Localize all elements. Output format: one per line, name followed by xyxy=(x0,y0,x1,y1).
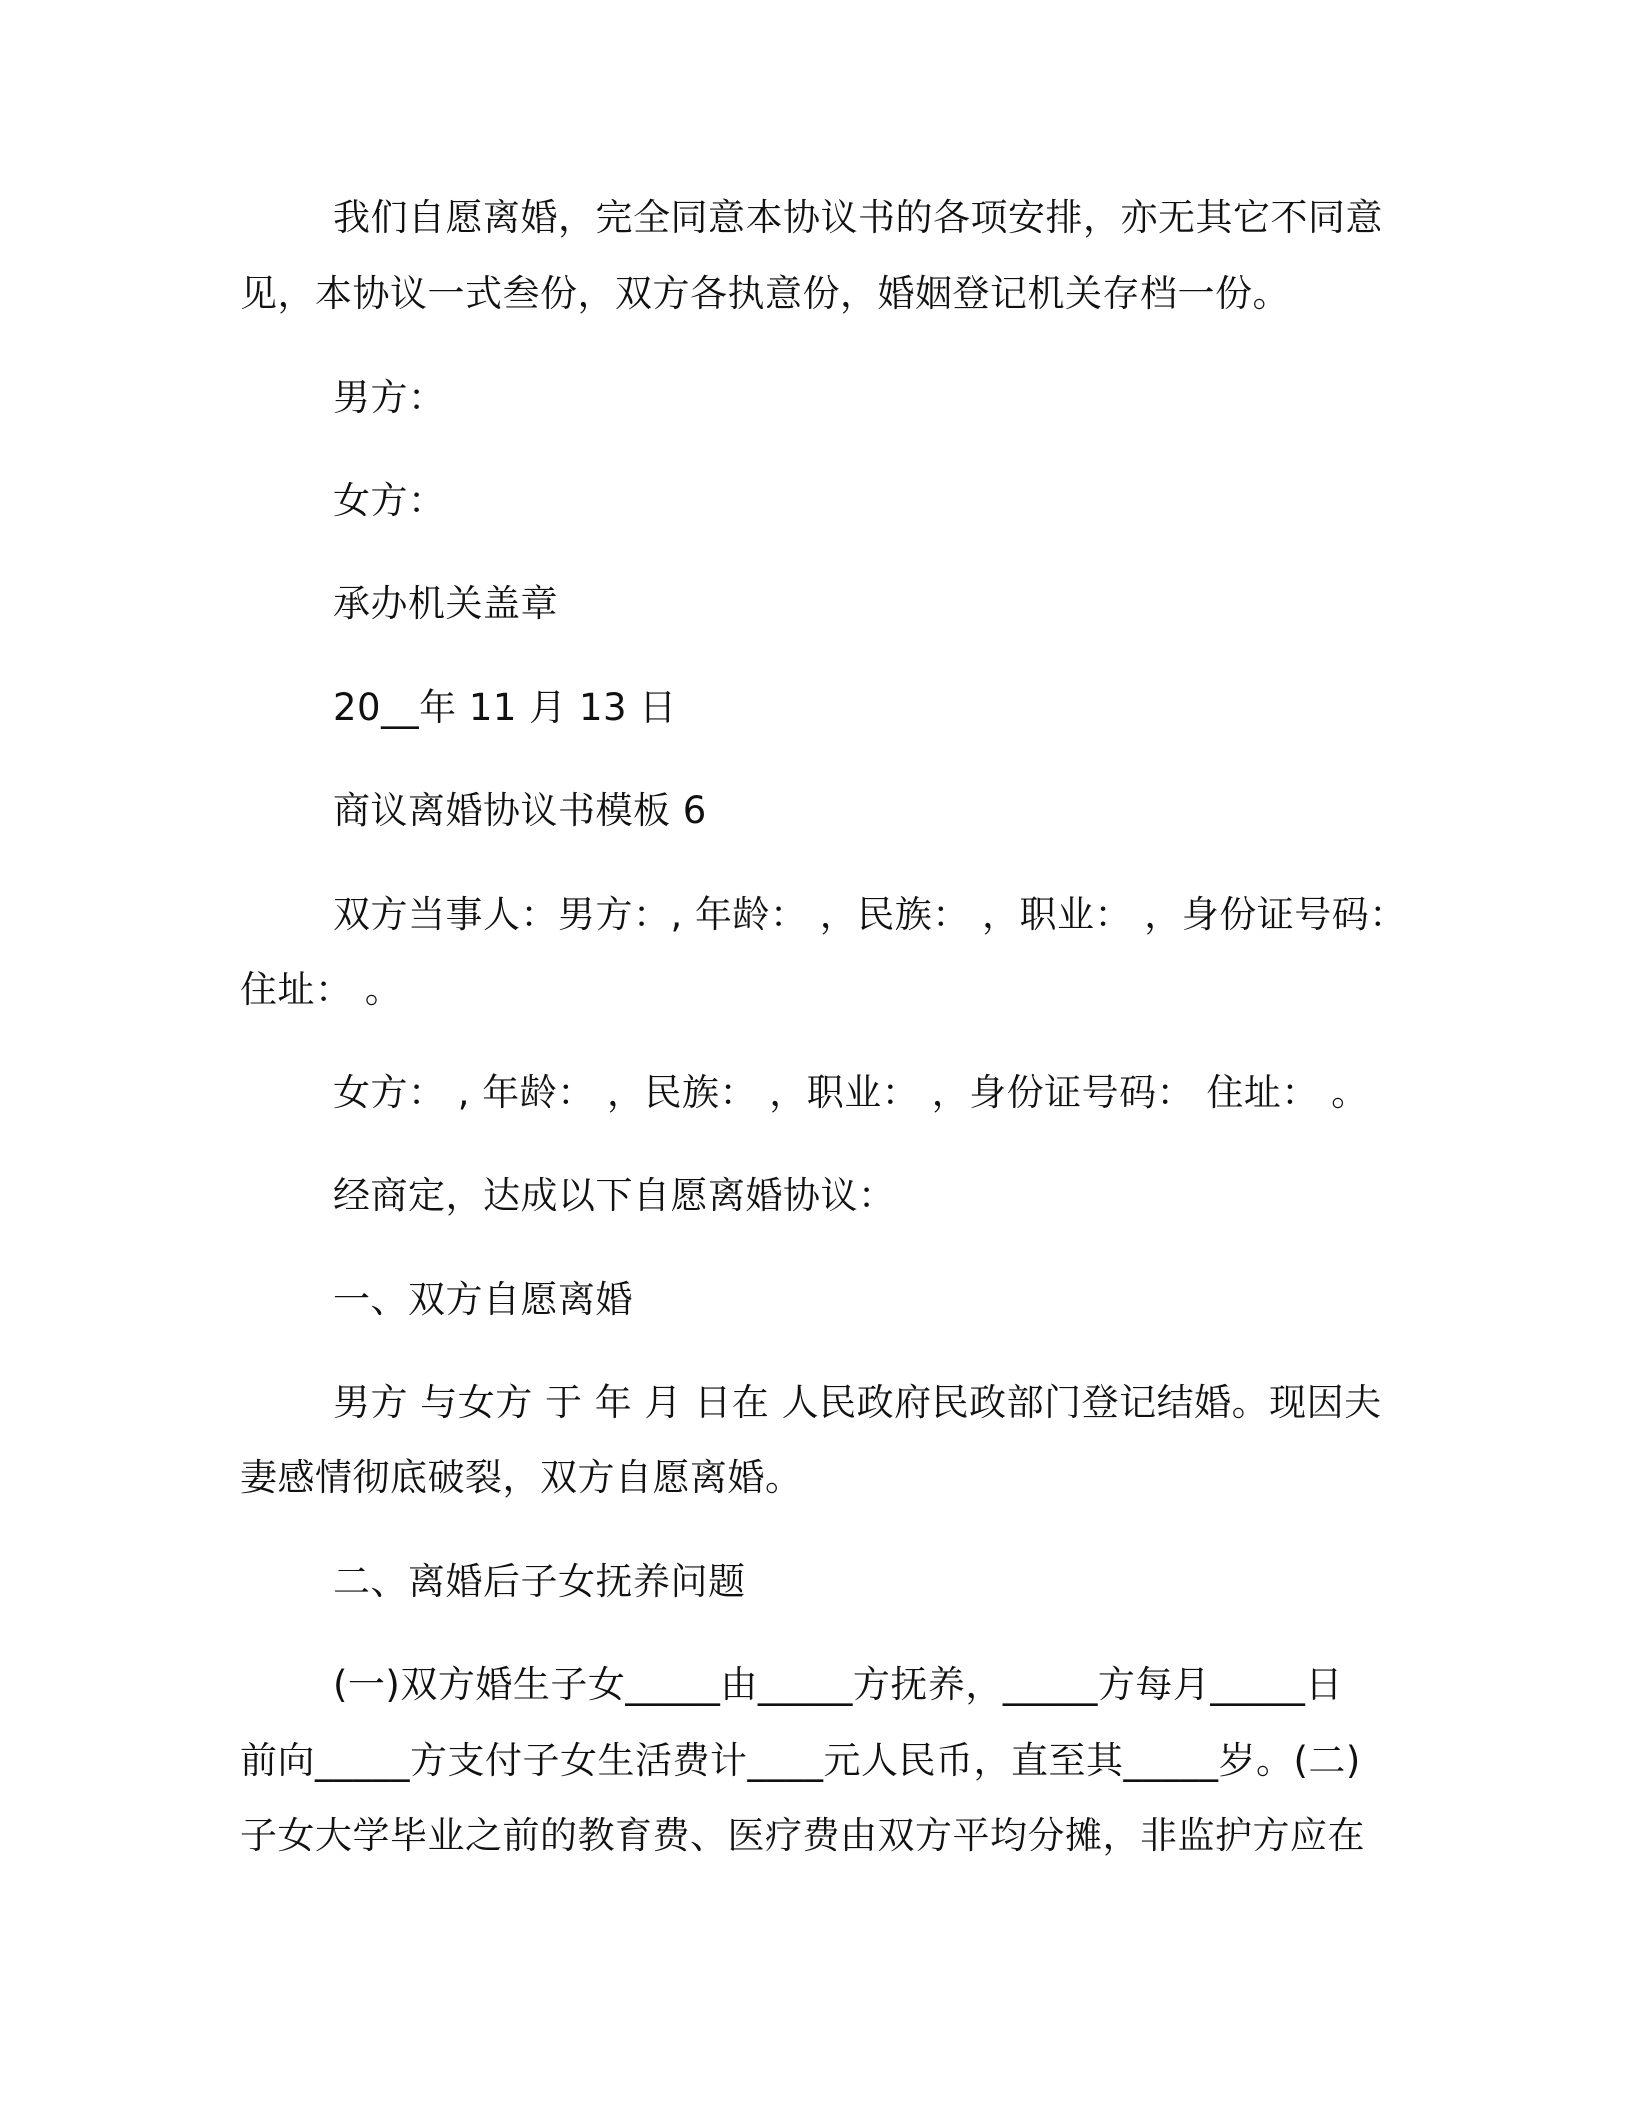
custody-clause-line-3: 子女大学毕业之前的教育费、医疗费由双方平均分摊，非监护方应在 xyxy=(240,1814,1365,1857)
custody-clause-line-1: (一)双方婚生子女_____由_____方抚养，_____方每月_____日 xyxy=(333,1663,1343,1706)
parties-male-line-1: 双方当事人：男方：, 年龄： ，民族： ，职业： ，身份证号码： xyxy=(333,893,1407,936)
signature-female: 女方： xyxy=(333,479,446,522)
parties-male-line-2: 住址： 。 xyxy=(240,968,403,1011)
paragraph-agreement-line-1: 我们自愿离婚，完全同意本协议书的各项安排，亦无其它不同意 xyxy=(333,196,1383,239)
marriage-record-line-1: 男方 与女方 于 年 月 日在 人民政府民政部门登记结婚。现因夫 xyxy=(333,1381,1382,1424)
signature-male: 男方： xyxy=(333,376,446,419)
agreement-intro: 经商定，达成以下自愿离婚协议： xyxy=(333,1174,896,1217)
heading-voluntary-divorce: 一、双方自愿离婚 xyxy=(333,1278,633,1321)
section-title: 商议离婚协议书模板 6 xyxy=(333,789,707,832)
date-line: 20__年 11 月 13 日 xyxy=(333,686,677,729)
parties-female-line: 女方： , 年龄： ，民族： ，职业： ，身份证号码： 住址： 。 xyxy=(333,1071,1369,1114)
custody-clause-line-2: 前向_____方支付子女生活费计____元人民币，直至其_____岁。(二) xyxy=(240,1739,1361,1782)
marriage-record-line-2: 妻感情彻底破裂，双方自愿离婚。 xyxy=(240,1456,803,1499)
heading-child-custody: 二、离婚后子女抚养问题 xyxy=(333,1560,746,1603)
paragraph-agreement-line-2: 见，本协议一式叁份，双方各执意份，婚姻登记机关存档一份。 xyxy=(240,272,1290,315)
seal-label: 承办机关盖章 xyxy=(333,582,558,625)
